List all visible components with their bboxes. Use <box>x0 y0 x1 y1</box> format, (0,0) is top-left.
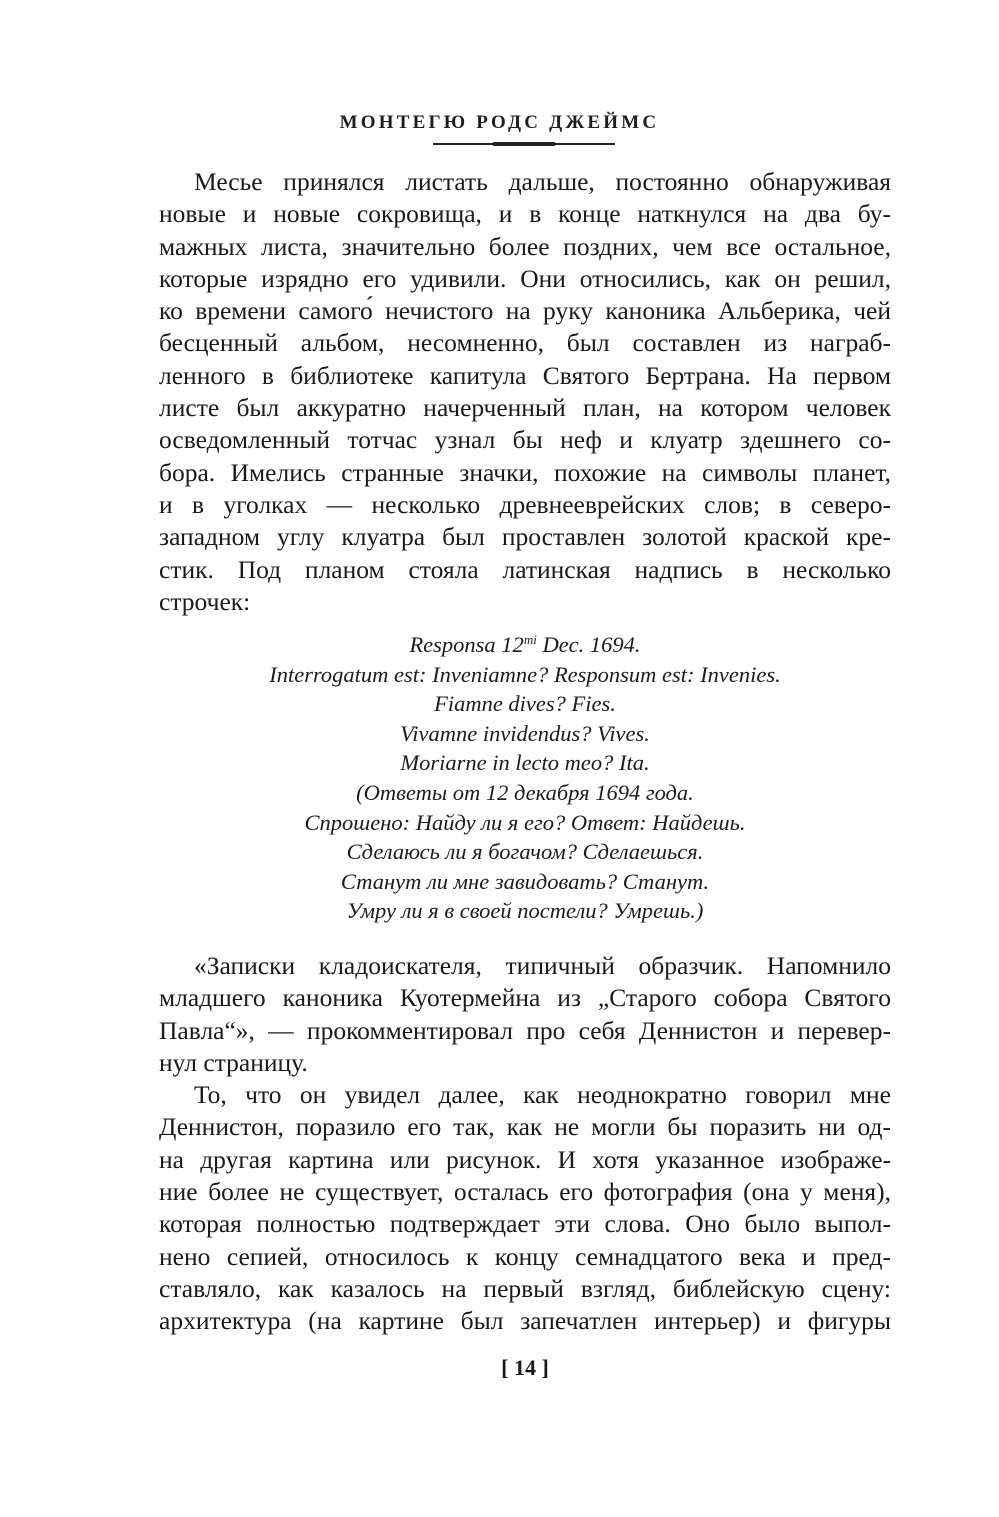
verse-line: Interrogatum est: Inveniamne? Responsum est: Invenies. <box>269 661 781 687</box>
text-line: бесценный альбом, несомненно, был составлен из награб- <box>159 328 891 358</box>
text-line: Деннистон, поразило его так, как не могли бы поразить ни од- <box>159 1112 891 1142</box>
text-line: ставляло, как казалось на первый взгляд, библейскую сцену: <box>159 1273 891 1303</box>
running-title: МОНТЕГЮ РОДС ДЖЕЙМС <box>339 112 660 133</box>
text-line: и в уголках — несколько древнееврейских слов; в северо- <box>159 489 891 519</box>
latin-inscription <box>159 630 891 926</box>
paragraph-1 <box>159 166 891 618</box>
text-line: ние более не существует, осталась его фотография (она у меня), <box>159 1177 891 1207</box>
verse-line: Fiamne dives? Fies. <box>434 691 616 717</box>
verse-line: Vivamne invidendus? Vives. <box>400 720 650 746</box>
verse-line: Responsa $12^{mi}$ Dec. 1694. <box>409 632 641 657</box>
paragraphs-2-3 <box>159 950 891 1338</box>
text-line: строчек: <box>159 586 251 616</box>
text-line: стик. Под планом стояла латинская надпись в несколько <box>159 554 891 584</box>
verse-line: Сделаюсь ли я богачом? Сделаешься. <box>346 839 704 865</box>
verse-line: Moriarne in lecto meo? Ita. <box>400 750 650 776</box>
verse-line: Станут ли мне завидовать? Станут. <box>340 868 710 894</box>
text-line: нено сепией, относилось к концу семнадцатого века и пред- <box>159 1241 891 1271</box>
text-line: ленного в библиотеке капитула Святого Бертрана. На первом <box>159 360 891 390</box>
text-line: Павла“», — прокомментировал про себя Деннистон и перевер- <box>159 1015 891 1045</box>
text-line: которые изрядно его удивили. Они относились, как он решил, <box>159 263 891 293</box>
text-line: младшего каноника Куотермейна из „Старого собора Святого <box>159 983 891 1013</box>
text-line: «Записки кладоискателя, типичный образчик. Напомнило <box>194 951 891 980</box>
verse-line: Спрошено: Найду ли я его? Ответ: Найдешь. <box>304 809 746 835</box>
text-line: Месье принялся листать дальше, постоянно обнаруживая <box>194 167 891 196</box>
text-line: на другая картина или рисунок. И хотя указанное изображе- <box>159 1144 891 1174</box>
text-line: листе был аккуратно начерченный план, на котором человек <box>159 393 891 423</box>
text-line: архитектура (на картине был запечатлен интерьер) и фигуры <box>159 1306 891 1336</box>
text-line: осведомленный тотчас узнал бы неф и клуатр здешнего со- <box>159 425 891 455</box>
verse-line: Умру ли я в своей постели? Умрешь.) <box>346 898 704 924</box>
text-line: новые и новые сокровища, и в конце наткнулся на два бу- <box>159 199 891 229</box>
text-line: нул страницу. <box>159 1047 308 1077</box>
text-line: То, что он увидел далее, как неоднократно говорил мне <box>194 1080 891 1110</box>
page-number: [ 14 ] <box>501 1355 549 1380</box>
header-rule-accent <box>493 142 555 146</box>
text-line: которая полностью подтверждает эти слова. Оно было выпол- <box>159 1209 891 1239</box>
text-line: ко времени самого́ нечистого на руку каноника Альберика, чей <box>159 296 891 326</box>
text-line: мажных листа, значительно более поздних, чем все остальное, <box>159 231 891 261</box>
verse-line: (Ответы от 12 декабря 1694 года. <box>356 779 694 805</box>
text-line: бора. Имелись странные значки, похожие на символы планет, <box>159 457 891 487</box>
text-line: западном углу клуатра был проставлен золотой краской кре- <box>159 522 891 552</box>
